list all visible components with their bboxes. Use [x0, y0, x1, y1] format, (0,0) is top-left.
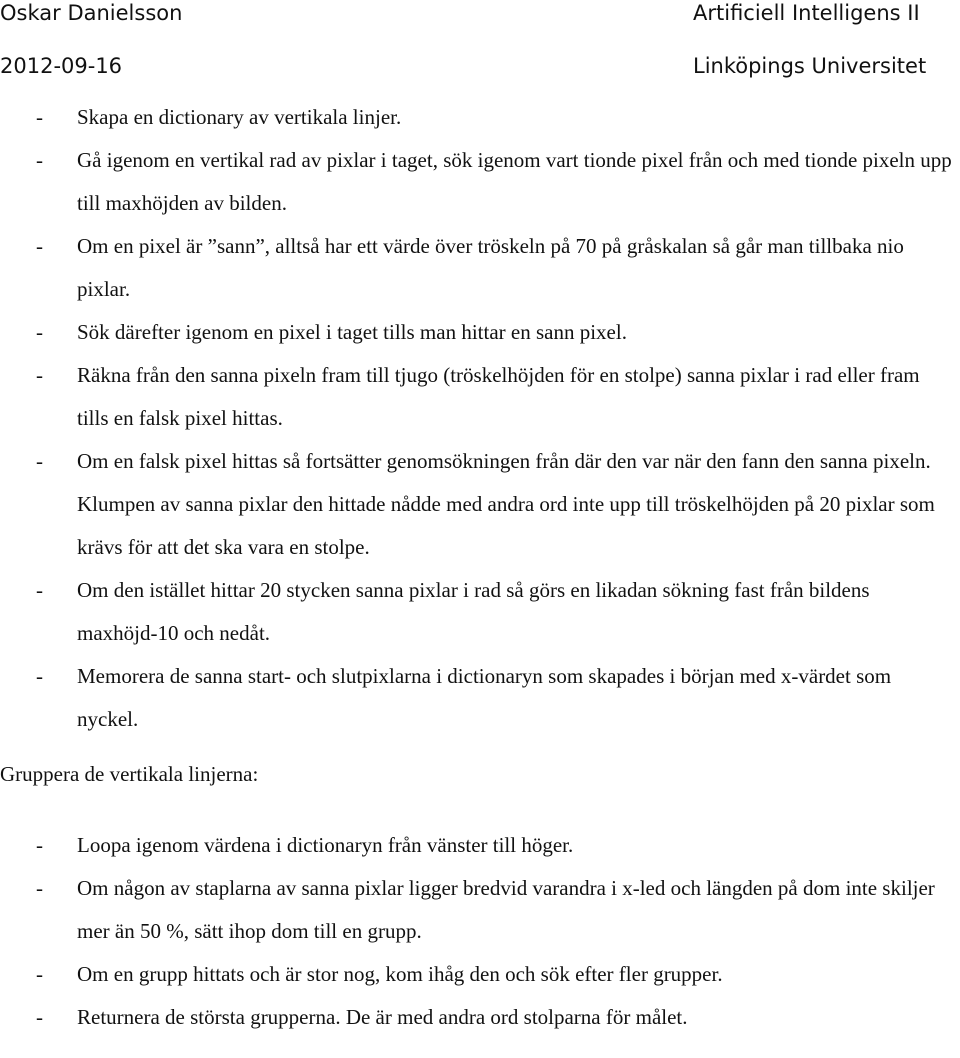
header-university: Linköpings Universitet — [693, 54, 927, 78]
list-item — [0, 569, 960, 655]
list-item — [0, 225, 960, 311]
list-item — [0, 824, 960, 867]
list-item-text: Gå igenom en vertikal rad av pixlar i taget, sök igenom vart tionde pixel från och med tionde pixeln upp till maxhöjden av bilden. — [77, 148, 952, 215]
list-item-text: Om en pixel är ”sann”, alltså har ett värde över tröskeln på 70 på gråskalan så går man tillbaka nio pixlar. — [77, 234, 904, 301]
list-item-text: Returnera de största grupperna. De är med andra ord stolparna för målet. — [77, 1005, 688, 1029]
bullet-dash: - — [36, 363, 43, 387]
bullet-dash: - — [36, 148, 43, 172]
list-item — [0, 311, 960, 354]
list-item-text: Skapa en dictionary av vertikala linjer. — [77, 105, 402, 129]
list-item — [0, 354, 960, 440]
page-header — [0, 0, 960, 90]
bullet-dash: - — [36, 1005, 43, 1029]
list-item-text: Räkna från den sanna pixeln fram till tjugo (tröskelhöjden för en stolpe) sanna pixlar i rad eller fram tills en falsk pixel hittas. — [77, 363, 920, 430]
bullet-dash: - — [36, 876, 43, 900]
list-item — [0, 96, 960, 139]
bullet-dash: - — [36, 449, 43, 473]
list-item — [0, 655, 960, 741]
list-item-text: Om någon av staplarna av sanna pixlar ligger bredvid varandra i x-led och längden på dom inte skiljer mer än 50 %, sätt ihop dom till en grupp. — [77, 876, 935, 943]
bullet-dash: - — [36, 105, 43, 129]
list-item — [0, 139, 960, 225]
header-course: Artificiell Intelligens II — [693, 1, 920, 25]
list-item — [0, 953, 960, 996]
bullet-dash: - — [36, 320, 43, 344]
header-author: Oskar Danielsson — [0, 1, 183, 25]
steps-list-vertical-lines — [0, 96, 960, 741]
list-item — [0, 996, 960, 1039]
list-item — [0, 867, 960, 953]
section-heading: Gruppera de vertikala linjerna: — [0, 762, 259, 786]
list-item-text: Om en falsk pixel hittas så fortsätter genomsökningen från där den var när den fann den sanna pixeln. Klumpen av sanna pixlar den hittade nådde med andra ord inte upp till tröskelhöjden på 20 pixlar som krävs för att det ska vara en stolpe. — [77, 449, 935, 559]
list-item — [0, 440, 960, 569]
list-item-text: Sök därefter igenom en pixel i taget tills man hittar en sann pixel. — [77, 320, 627, 344]
bullet-dash: - — [36, 962, 43, 986]
bullet-dash: - — [36, 664, 43, 688]
bullet-dash: - — [36, 234, 43, 258]
document-body — [0, 96, 960, 1039]
bullet-dash: - — [36, 833, 43, 857]
steps-list-grouping — [0, 824, 960, 1039]
list-item-text: Loopa igenom värdena i dictionaryn från vänster till höger. — [77, 833, 574, 857]
list-item-text: Om den istället hittar 20 stycken sanna pixlar i rad så görs en likadan sökning fast från bildens maxhöjd-10 och nedåt. — [77, 578, 870, 645]
list-item-text: Om en grupp hittats och är stor nog, kom ihåg den och sök efter fler grupper. — [77, 962, 723, 986]
list-item-text: Memorera de sanna start- och slutpixlarna i dictionaryn som skapades i början med x-värdet som nyckel. — [77, 664, 892, 731]
header-date: 2012-09-16 — [0, 54, 123, 78]
bullet-dash: - — [36, 578, 43, 602]
